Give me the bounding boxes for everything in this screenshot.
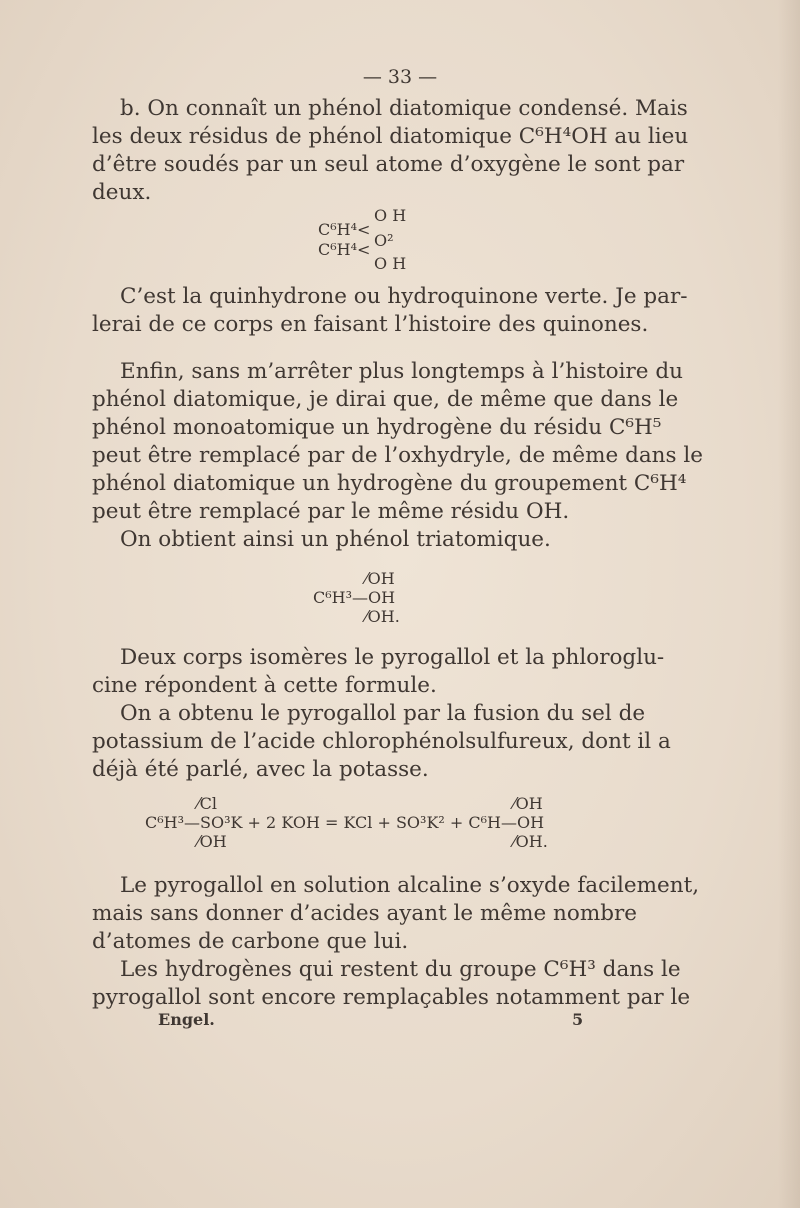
paragraph-pyrogallol xyxy=(92,644,671,784)
text-line: Les hydrogènes qui restent du groupe C⁶H³ dans le xyxy=(120,957,681,982)
formula-c6h3-oh: C⁶H³—OH xyxy=(313,588,396,607)
formula-oh-left-bottom: ⁄OH xyxy=(197,832,227,851)
text-line: On a obtenu le pyrogallol par la fusion du sel de xyxy=(120,701,646,726)
text-line: déjà été parlé, avec la potasse. xyxy=(92,757,429,782)
formula-o2: O² xyxy=(374,231,394,250)
text-line: pyrogallol sont encore remplaçables notamment par le xyxy=(92,985,691,1010)
text-line: Le pyrogallol en solution alcaline s’oxyde facilement, xyxy=(120,873,700,898)
text-line: C’est la quinhydrone ou hydroquinone verte. Je par- xyxy=(120,284,688,309)
text-line: cine répondent à cette formule. xyxy=(92,673,437,698)
formula-oh-right-top: ⁄OH xyxy=(513,794,543,813)
formula-oh-bottom: O H xyxy=(374,254,407,273)
footer-author: Engel. xyxy=(158,1010,215,1029)
formula-oh-right-bottom: ⁄OH. xyxy=(513,832,548,851)
page-edge-shadow xyxy=(778,0,800,1208)
text-line: b. On connaît un phénol diatomique condensé. Mais xyxy=(120,96,688,121)
formula-reaction-main: C⁶H³—SO³K + 2 KOH = KCl + SO³K² + C⁶H—OH xyxy=(145,813,545,832)
formula-cl: ⁄Cl xyxy=(197,794,218,813)
text-line: potassium de l’acide chlorophénolsulfureux, dont il a xyxy=(92,729,671,754)
formula-oh-top: O H xyxy=(374,206,407,225)
formula-oh-upper: ⁄OH xyxy=(365,569,395,588)
formula-c6h4-first: C⁶H⁴< xyxy=(318,220,371,239)
paragraph-alkaline-oxidation xyxy=(92,872,700,1012)
text-line: phénol diatomique, je dirai que, de même que dans le xyxy=(92,387,679,412)
formula-c6h4-second: C⁶H⁴< xyxy=(318,240,371,259)
text-line: On obtient ainsi un phénol triatomique. xyxy=(120,527,551,552)
text-line: mais sans donner d’acides ayant le même nombre xyxy=(92,901,637,926)
text-line: peut être remplacé par le même résidu OH. xyxy=(92,499,570,524)
formula-triatomic xyxy=(313,569,400,642)
text-line: phénol monoatomique un hydrogène du résidu C⁶H⁵ xyxy=(92,415,662,440)
text-line: les deux résidus de phénol diatomique C⁶H⁴OH au lieu xyxy=(92,124,689,149)
text-line: peut être remplacé par de l’oxhydryle, de même dans le xyxy=(92,443,703,468)
text-line: d’être soudés par un seul atome d’oxygène le sont par xyxy=(92,152,685,177)
paragraph-condensed-phenol xyxy=(92,95,689,207)
text-line: d’atomes de carbone que lui. xyxy=(92,929,409,954)
formula-oh-lower: ⁄OH. xyxy=(365,607,400,626)
page-number: — 33 — xyxy=(362,66,438,88)
text-line: lerai de ce corps en faisant l’histoire des quinones. xyxy=(92,312,649,337)
text-line: Enfin, sans m’arrêter plus longtemps à l’histoire du xyxy=(120,359,683,384)
text-line: phénol diatomique un hydrogène du groupement C⁶H⁴ xyxy=(92,471,687,496)
paragraph-triatomic-phenol xyxy=(92,358,703,554)
paragraph-quinhydrone xyxy=(92,283,688,339)
text-line: deux. xyxy=(92,180,152,205)
text-line: Deux corps isomères le pyrogallol et la phloroglu- xyxy=(120,645,665,670)
footer-signature-number: 5 xyxy=(572,1010,584,1029)
